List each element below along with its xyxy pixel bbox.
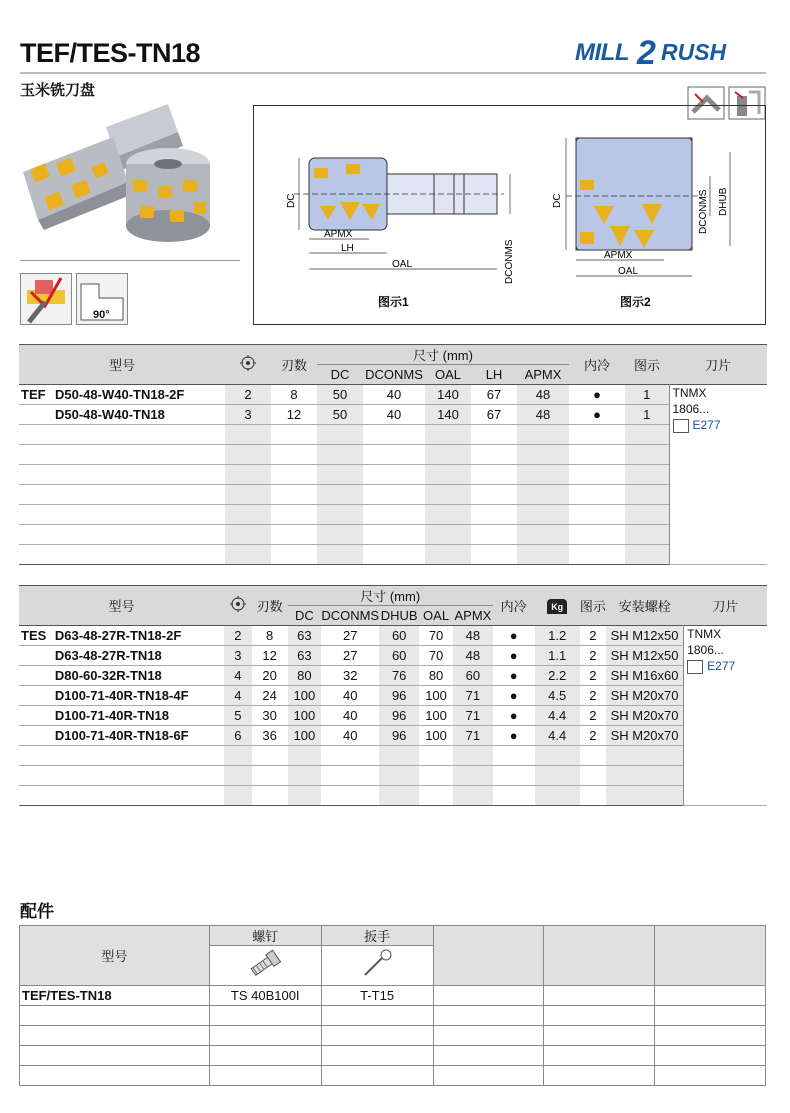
table-cell: 20 (252, 666, 288, 686)
table-row (19, 786, 767, 806)
table-cell: 50 (317, 405, 363, 425)
table-cell: DC (288, 606, 322, 626)
table-cell: 100 (419, 706, 453, 726)
insert-cell (684, 626, 767, 806)
col-dims: 尺寸 (mm) (317, 345, 569, 365)
table-row (20, 1026, 766, 1046)
table-cell: 100 (288, 706, 322, 726)
table-cell: ● (569, 405, 625, 425)
table-row (19, 666, 767, 686)
table-cell: 48 (453, 646, 493, 666)
col-figure: 图示 (580, 586, 606, 626)
table-cell: 60 (379, 646, 419, 666)
acc-col-model: 型号 (20, 926, 210, 986)
fig2-dhub-label: DHUB (718, 187, 729, 216)
table-cell: 140 (425, 385, 471, 405)
shank-tool-table (19, 344, 767, 565)
table-cell: 12 (252, 646, 288, 666)
table-row (19, 405, 767, 425)
table-cell: 4.4 (535, 726, 580, 746)
table-cell: 71 (453, 686, 493, 706)
table-cell: D80-60-32R-TN18 (53, 666, 224, 686)
title-divider (20, 72, 766, 74)
table-cell: 96 (379, 686, 419, 706)
table-cell: ● (493, 646, 535, 666)
table-cell: 12 (271, 405, 317, 425)
table-cell: 40 (321, 726, 379, 746)
table-cell: 3 (225, 405, 271, 425)
table-cell: 2 (580, 726, 606, 746)
figure-1-label: 图示1 (378, 295, 409, 309)
table-cell: 100 (419, 686, 453, 706)
table-cell: 80 (288, 666, 322, 686)
col-teeth: 刃数 (252, 586, 288, 626)
table-cell: 63 (288, 646, 322, 666)
page-subtitle: 玉米铣刀盘 (20, 82, 96, 99)
table-cell: 1.1 (535, 646, 580, 666)
table-cell: 100 (288, 726, 322, 746)
col-figure: 图示 (625, 345, 669, 385)
table-cell: 40 (321, 686, 379, 706)
table-cell: 2 (580, 646, 606, 666)
insert-name: TNMX (687, 627, 722, 641)
table-cell: 2 (225, 385, 271, 405)
table-cell: TEF/TES-TN18 (20, 986, 210, 1006)
table-cell: 63 (288, 626, 322, 646)
table-cell: 67 (471, 405, 517, 425)
table-cell: 4 (224, 666, 252, 686)
table-cell: 27 (321, 646, 379, 666)
table-cell: 2 (580, 626, 606, 646)
fig1-dc-label: DC (286, 193, 297, 208)
col-dconms: DCONMS (363, 365, 425, 385)
table-cell: ● (493, 706, 535, 726)
fig1-lh-label: LH (341, 243, 354, 254)
table-cell: D100-71-40R-TN18-4F (53, 686, 224, 706)
table-cell: T-T15 (321, 986, 433, 1006)
table-cell: 48 (453, 626, 493, 646)
table-cell: 1 (625, 405, 669, 425)
fig2-oal-label: OAL (618, 266, 639, 277)
catalog-icon (687, 660, 703, 674)
shell-mill-table (19, 585, 767, 806)
shoulder-milling-icon (20, 273, 72, 325)
table-cell: 6 (224, 726, 252, 746)
table-cell: 40 (363, 385, 425, 405)
series-prefix: TEF (19, 385, 53, 405)
col-bolt: 安装螺栓 (606, 586, 684, 626)
table-cell: 4 (224, 686, 252, 706)
table-row (20, 1066, 766, 1086)
figure-1-drawing (286, 158, 515, 309)
fig2-apmx-label: APMX (604, 250, 633, 261)
technical-drawing (253, 105, 766, 325)
table-cell: 60 (453, 666, 493, 686)
table-cell: 48 (517, 405, 569, 425)
table-row (19, 686, 767, 706)
table-cell: D100-71-40R-TN18 (53, 706, 224, 726)
table-cell: 71 (453, 726, 493, 746)
approach-angle-icon (76, 273, 128, 325)
acc-col-wrench: 扳手 (321, 926, 433, 946)
table-cell: 8 (252, 626, 288, 646)
table-row (19, 545, 767, 565)
page-title: TEF/TES-TN18 (20, 38, 201, 68)
angle-label: 90° (93, 309, 110, 321)
col-teeth: 刃数 (271, 345, 317, 385)
table-cell: 1 (625, 385, 669, 405)
table-cell: 80 (419, 666, 453, 686)
table-row (19, 445, 767, 465)
table-row (19, 425, 767, 445)
table-row (19, 626, 767, 646)
table-row (19, 646, 767, 666)
table-cell: 40 (321, 706, 379, 726)
screw-icon (209, 946, 321, 986)
table-row (19, 726, 767, 746)
svg-text:2: 2 (637, 34, 656, 70)
table-cell: APMX (453, 606, 493, 626)
table-cell: 50 (317, 385, 363, 405)
table-cell: 100 (288, 686, 322, 706)
table-row (19, 505, 767, 525)
table-cell: 40 (363, 405, 425, 425)
table-cell: 2 (580, 686, 606, 706)
table-cell: 2 (580, 706, 606, 726)
fig2-dc-label: DC (552, 193, 563, 208)
table-cell: SH M12x50 (606, 626, 684, 646)
table-cell: DHUB (379, 606, 419, 626)
table-cell: 67 (471, 385, 517, 405)
table-cell: ● (569, 385, 625, 405)
table-row (19, 746, 767, 766)
col-coolant: 内冷 (493, 586, 535, 626)
figure-2-drawing (552, 138, 730, 309)
photo-divider (20, 260, 240, 261)
table-cell: DCONMS (321, 606, 379, 626)
figure-2-label: 图示2 (620, 295, 651, 309)
insert-page-link[interactable]: E277 (673, 417, 768, 433)
table-cell: D63-48-27R-TN18 (53, 646, 224, 666)
table-cell: D50-48-W40-TN18 (53, 405, 225, 425)
fig2-dconms-label: DCONMS (698, 189, 709, 234)
acc-col-screw: 螺钉 (209, 926, 321, 946)
svg-text:MILL: MILL (575, 39, 629, 66)
wrench-icon (321, 946, 433, 986)
insert-page-link[interactable]: E277 (687, 658, 767, 674)
product-photo (18, 102, 240, 260)
col-dims: 尺寸 (mm) (288, 586, 493, 606)
flutes-icon (224, 586, 252, 626)
col-coolant: 内冷 (569, 345, 625, 385)
table-cell: ● (493, 726, 535, 746)
fig1-apmx-label: APMX (324, 229, 353, 240)
table-cell: D100-71-40R-TN18-6F (53, 726, 224, 746)
col-lh: LH (471, 365, 517, 385)
series-prefix: TES (19, 626, 53, 646)
table-cell: 30 (252, 706, 288, 726)
insert-size: 1806... (687, 643, 724, 657)
table-row (20, 1006, 766, 1026)
table-cell: 2 (224, 626, 252, 646)
table-row (19, 385, 767, 405)
table-cell: TS 40B100I (209, 986, 321, 1006)
table-cell: OAL (419, 606, 453, 626)
table-cell: 4.5 (535, 686, 580, 706)
table-cell: 96 (379, 726, 419, 746)
col-model: 型号 (19, 345, 225, 385)
table-cell: 60 (379, 626, 419, 646)
table-cell: D63-48-27R-TN18-2F (53, 626, 224, 646)
brand-logo (575, 34, 767, 70)
table-cell: D50-48-W40-TN18-2F (53, 385, 225, 405)
svg-text:RUSH: RUSH (661, 39, 727, 65)
table-cell: 27 (321, 626, 379, 646)
col-oal: OAL (425, 365, 471, 385)
accessories-title: 配件 (20, 902, 54, 921)
table-row (19, 465, 767, 485)
table-cell: ● (493, 626, 535, 646)
table-cell: 5 (224, 706, 252, 726)
table-row (20, 1046, 766, 1066)
table-cell: 8 (271, 385, 317, 405)
table-cell: SH M20x70 (606, 686, 684, 706)
table-cell: 48 (517, 385, 569, 405)
table-row (19, 766, 767, 786)
table-cell: 76 (379, 666, 419, 686)
table-cell: SH M20x70 (606, 706, 684, 726)
col-model: 型号 (19, 586, 224, 626)
table-cell: 140 (425, 405, 471, 425)
insert-size: 1806... (672, 402, 710, 416)
insert-name: TNMX (672, 386, 707, 400)
table-cell: SH M16x60 (606, 666, 684, 686)
table-row (19, 485, 767, 505)
table-cell: 1.2 (535, 626, 580, 646)
table-row (19, 706, 767, 726)
table-cell: 70 (419, 646, 453, 666)
table-cell: 32 (321, 666, 379, 686)
table-cell: 96 (379, 706, 419, 726)
flutes-icon (225, 345, 271, 385)
table-row (19, 525, 767, 545)
table-cell: SH M20x70 (606, 726, 684, 746)
accessories-table (19, 925, 766, 1086)
insert-cell (669, 385, 767, 565)
table-cell: 100 (419, 726, 453, 746)
table-cell: 2 (580, 666, 606, 686)
table-cell: 70 (419, 626, 453, 646)
table-cell: ● (493, 666, 535, 686)
table-row (20, 986, 766, 1006)
table-cell: 24 (252, 686, 288, 706)
table-cell: SH M12x50 (606, 646, 684, 666)
fig1-dconms-label: DCONMS (504, 239, 515, 284)
table-cell: 2.2 (535, 666, 580, 686)
fig1-oal-label: OAL (392, 259, 413, 270)
col-dc: DC (317, 365, 363, 385)
table-cell: 36 (252, 726, 288, 746)
table-cell: 3 (224, 646, 252, 666)
col-apmx: APMX (517, 365, 569, 385)
table-cell: ● (493, 686, 535, 706)
table-cell: 71 (453, 706, 493, 726)
weight-icon: Kg (535, 586, 580, 626)
col-insert: 刀片 (669, 345, 767, 385)
table-cell: 4.4 (535, 706, 580, 726)
catalog-icon (673, 419, 689, 433)
col-insert: 刀片 (684, 586, 767, 626)
